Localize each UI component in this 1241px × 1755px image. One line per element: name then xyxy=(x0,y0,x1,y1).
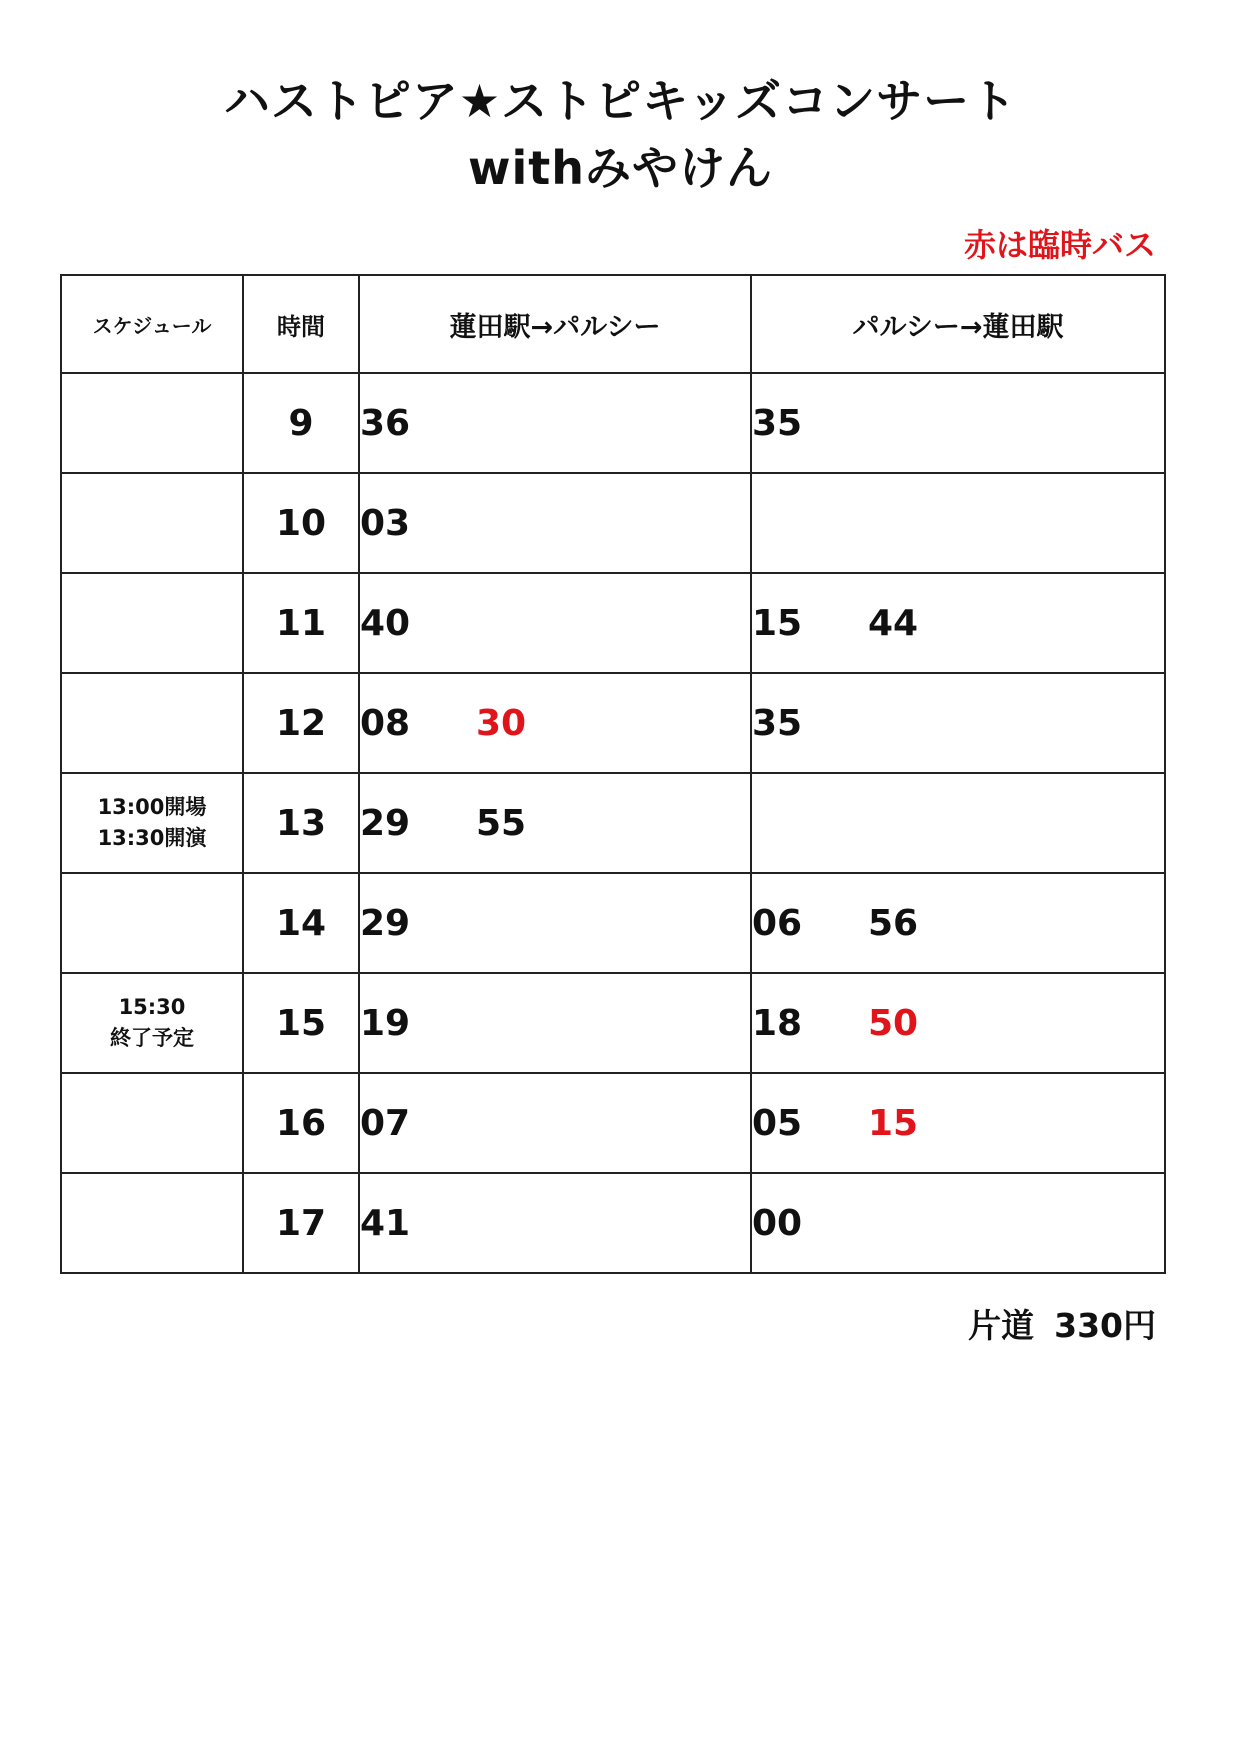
temporary-bus-legend: 赤は臨時バス xyxy=(963,226,1156,264)
departure-minute: 55 xyxy=(476,802,527,844)
inbound-minutes-cell xyxy=(751,473,1165,573)
departure-minute: 44 xyxy=(868,602,919,644)
header-outbound: 蓮田駅→パルシー xyxy=(359,275,751,373)
outbound-minutes-cell xyxy=(359,673,751,773)
departure-minute: 56 xyxy=(868,902,919,944)
inbound-minutes-cell xyxy=(751,673,1165,773)
timetable-header xyxy=(61,275,1165,373)
outbound-minutes-cell xyxy=(359,773,751,873)
departure-minute: 00 xyxy=(752,1202,803,1244)
outbound-minutes-cell xyxy=(359,1073,751,1173)
timetable-row xyxy=(61,473,1165,573)
hour-cell: 11 xyxy=(243,573,359,673)
departure-minute: 35 xyxy=(752,702,803,744)
bus-timetable xyxy=(60,274,1166,1274)
header-row xyxy=(61,275,1165,373)
schedule-note: 13:30開演 xyxy=(97,826,207,850)
outbound-minutes-cell xyxy=(359,1173,751,1273)
timetable-row xyxy=(61,973,1165,1073)
departure-minute: 07 xyxy=(360,1102,411,1144)
schedule-cell xyxy=(61,973,243,1073)
hour-cell: 16 xyxy=(243,1073,359,1173)
timetable-row xyxy=(61,873,1165,973)
inbound-minutes-cell xyxy=(751,1173,1165,1273)
hour-cell: 14 xyxy=(243,873,359,973)
outbound-minutes-cell xyxy=(359,873,751,973)
schedule-note: 13:00開場 xyxy=(97,794,207,819)
outbound-minutes-cell xyxy=(359,573,751,673)
timetable-row xyxy=(61,1173,1165,1273)
timetable-body xyxy=(61,373,1165,1273)
hour-cell: 10 xyxy=(243,473,359,573)
inbound-minutes-cell xyxy=(751,1073,1165,1173)
schedule-cell xyxy=(61,573,243,673)
schedule-cell xyxy=(61,1173,243,1273)
hour-cell: 13 xyxy=(243,773,359,873)
departure-minute: 19 xyxy=(360,1002,411,1044)
departure-minute: 36 xyxy=(360,402,411,444)
timetable-row xyxy=(61,773,1165,873)
departure-minute: 29 xyxy=(360,802,411,844)
departure-minute: 15 xyxy=(752,602,803,644)
departure-minute: 08 xyxy=(360,702,411,744)
departure-minute: 41 xyxy=(360,1202,411,1244)
outbound-minutes-cell xyxy=(359,973,751,1073)
fare-info xyxy=(968,1300,1156,1347)
outbound-minutes-cell xyxy=(359,373,751,473)
inbound-minutes-cell xyxy=(751,873,1165,973)
schedule-note: 終了予定 xyxy=(110,1026,194,1050)
timetable-row xyxy=(61,373,1165,473)
hour-cell: 17 xyxy=(243,1173,359,1273)
title-line-2: withみやけん xyxy=(467,141,773,195)
schedule-cell xyxy=(61,773,243,873)
inbound-minutes-cell xyxy=(751,373,1165,473)
schedule-cell xyxy=(61,873,243,973)
departure-minute: 03 xyxy=(360,502,411,544)
timetable-row xyxy=(61,1073,1165,1173)
hour-cell: 15 xyxy=(243,973,359,1073)
departure-minute: 35 xyxy=(752,402,803,444)
hour-cell: 12 xyxy=(243,673,359,773)
timetable-row xyxy=(61,673,1165,773)
header-schedule: スケジュール xyxy=(61,275,243,373)
outbound-minutes-cell xyxy=(359,473,751,573)
departure-minute: 18 xyxy=(752,1002,803,1044)
fare-label: 片道 xyxy=(968,1306,1035,1345)
temporary-departure-minute: 50 xyxy=(868,1002,919,1044)
departure-minute: 40 xyxy=(360,602,411,644)
departure-minute: 29 xyxy=(360,902,411,944)
hour-cell: 9 xyxy=(243,373,359,473)
schedule-cell xyxy=(61,1073,243,1173)
schedule-cell xyxy=(61,473,243,573)
departure-minute: 05 xyxy=(752,1102,803,1144)
schedule-cell xyxy=(61,673,243,773)
inbound-minutes-cell xyxy=(751,973,1165,1073)
fare-price: 330円 xyxy=(1054,1306,1156,1345)
temporary-departure-minute: 15 xyxy=(868,1102,919,1144)
timetable-row xyxy=(61,573,1165,673)
temporary-departure-minute: 30 xyxy=(476,702,527,744)
header-inbound: パルシー→蓮田駅 xyxy=(751,275,1165,373)
title-line-1: ハストピア★ストピキッズコンサート xyxy=(223,74,1018,128)
departure-minute: 06 xyxy=(752,902,803,944)
inbound-minutes-cell xyxy=(751,573,1165,673)
header-hour: 時間 xyxy=(243,275,359,373)
schedule-note: 15:30 xyxy=(118,994,186,1019)
schedule-cell xyxy=(61,373,243,473)
inbound-minutes-cell xyxy=(751,773,1165,873)
